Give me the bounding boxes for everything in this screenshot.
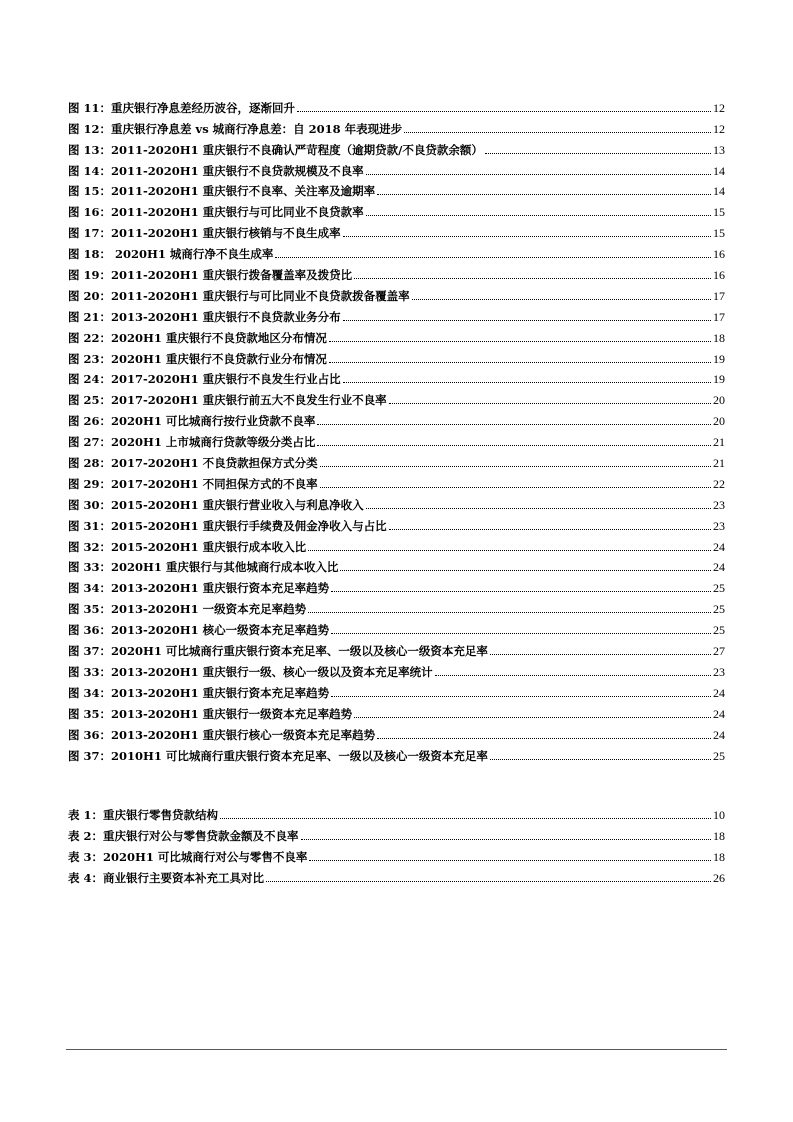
table-page-number: 26: [713, 870, 725, 885]
figure-page-number: 13: [713, 142, 725, 157]
figure-title: 图 28：2017-2020H1 不良贷款担保方式分类: [68, 456, 318, 471]
figure-page-number: 15: [713, 226, 725, 241]
figure-entry[interactable]: [68, 303, 725, 324]
dot-leader: [340, 569, 711, 571]
table-title: 表 2：重庆银行对公与零售贷款金额及不良率: [68, 828, 299, 843]
figure-title: 图 37：2020H1 可比城商行重庆银行资本充足率、一级以及核心一级资本充足率: [68, 644, 488, 659]
figure-title: 图 35：2013-2020H1 重庆银行一级资本充足率趋势: [68, 706, 353, 721]
figure-entry[interactable]: [68, 491, 725, 512]
figure-page-number: 17: [713, 288, 725, 303]
footer-divider: [66, 1049, 727, 1050]
dot-leader: [320, 465, 711, 467]
figure-entry[interactable]: [68, 428, 725, 449]
figure-entry[interactable]: [68, 136, 725, 157]
table-list: [68, 801, 725, 885]
figure-title: 图 34：2013-2020H1 重庆银行资本充足率趋势: [68, 581, 330, 596]
figure-title: 图 16：2011-2020H1 重庆银行与可比同业不良贷款率: [68, 205, 364, 220]
figure-title: 图 30：2015-2020H1 重庆银行营业收入与利息净收入: [68, 497, 364, 512]
dot-leader: [317, 444, 711, 446]
figure-title: 图 36：2013-2020H1 核心一级资本充足率趋势: [68, 623, 330, 638]
figure-page-number: 25: [713, 623, 725, 638]
dot-leader: [366, 173, 711, 175]
figure-page-number: 24: [713, 539, 725, 554]
figure-title: 图 29：2017-2020H1 不同担保方式的不良率: [68, 476, 318, 491]
figure-entry[interactable]: [68, 219, 725, 240]
figure-title: 图 32：2015-2020H1 重庆银行成本收入比: [68, 539, 307, 554]
dot-leader: [490, 653, 711, 655]
figure-page-number: 19: [713, 372, 725, 387]
figure-entry[interactable]: [68, 742, 725, 763]
table-page-number: 10: [713, 807, 725, 822]
figure-page-number: 23: [713, 497, 725, 512]
figure-page-number: 27: [713, 644, 725, 659]
figure-entry[interactable]: [68, 115, 725, 136]
figure-entry[interactable]: [68, 178, 725, 199]
figure-entry[interactable]: [68, 282, 725, 303]
figure-title: 图 24：2017-2020H1 重庆银行不良发生行业占比: [68, 372, 341, 387]
dot-leader: [331, 695, 711, 697]
figure-title: 图 27：2020H1 上市城商行贷款等级分类占比: [68, 435, 316, 450]
dot-leader: [343, 235, 711, 237]
figure-title: 图 11：重庆银行净息差经历波谷，逐渐回升: [68, 100, 296, 115]
figure-entry[interactable]: [68, 240, 725, 261]
figure-page-number: 23: [713, 664, 725, 679]
figure-page-number: 15: [713, 205, 725, 220]
figure-page-number: 25: [713, 581, 725, 596]
table-page-number: 18: [713, 849, 725, 864]
figure-title: 图 19：2011-2020H1 重庆银行拨备覆盖率及拨贷比: [68, 268, 353, 283]
table-page-number: 18: [713, 828, 725, 843]
figure-title: 图 21：2013-2020H1 重庆银行不良贷款业务分布: [68, 309, 341, 324]
figure-title: 图 33：2013-2020H1 重庆银行一级、核心一级以及资本充足率统计: [68, 664, 433, 679]
figure-title: 图 15：2011-2020H1 重庆银行不良率、关注率及逾期率: [68, 184, 376, 199]
figure-page-number: 16: [713, 247, 725, 262]
figure-title: 图 22：2020H1 重庆银行不良贷款地区分布情况: [68, 330, 327, 345]
dot-leader: [366, 507, 711, 509]
dot-leader: [320, 486, 711, 488]
figure-page-number: 23: [713, 518, 725, 533]
figure-page-number: 17: [713, 309, 725, 324]
figure-entry[interactable]: [68, 345, 725, 366]
figure-entry[interactable]: [68, 512, 725, 533]
table-title: 表 3：2020H1 可比城商行对公与零售不良率: [68, 849, 308, 864]
figure-title: 图 17：2011-2020H1 重庆银行核销与不良生成率: [68, 226, 341, 241]
figure-entry[interactable]: [68, 157, 725, 178]
figure-entry[interactable]: [68, 261, 725, 282]
dot-leader: [329, 361, 711, 363]
figure-page-number: 24: [713, 685, 725, 700]
figure-page-number: 21: [713, 435, 725, 450]
figure-entry[interactable]: [68, 94, 725, 115]
figure-title: 图 20：2011-2020H1 重庆银行与可比同业不良贷款拨备覆盖率: [68, 288, 410, 303]
figure-page-number: 24: [713, 706, 725, 721]
table-title: 表 4：商业银行主要资本补充工具对比: [68, 870, 265, 885]
figure-entry[interactable]: [68, 595, 725, 616]
figure-page-number: 16: [713, 268, 725, 283]
dot-leader: [377, 737, 711, 739]
figure-title: 图 23：2020H1 重庆银行不良贷款行业分布情况: [68, 351, 327, 366]
figure-page-number: 22: [713, 476, 725, 491]
dot-leader: [343, 381, 711, 383]
dot-leader: [308, 549, 711, 551]
figure-page-number: 25: [713, 602, 725, 617]
dot-leader: [435, 674, 711, 676]
figure-entry[interactable]: [68, 407, 725, 428]
figure-title: 图 14：2011-2020H1 重庆银行不良贷款规模及不良率: [68, 163, 364, 178]
dot-leader: [366, 214, 711, 216]
dot-leader: [301, 838, 711, 840]
figure-entry[interactable]: [68, 470, 725, 491]
figure-page-number: 25: [713, 748, 725, 763]
dot-leader: [317, 423, 711, 425]
table-entry[interactable]: [68, 843, 725, 864]
dot-leader: [331, 632, 711, 634]
figure-title: 图 37：2010H1 可比城商行重庆银行资本充足率、一级以及核心一级资本充足率: [68, 748, 488, 763]
figure-entry[interactable]: [68, 198, 725, 219]
figure-title: 图 18： 2020H1 城商行净不良生成率: [68, 247, 274, 262]
figure-title: 图 13：2011-2020H1 重庆银行不良确认严苛程度（逾期贷款/不良贷款余额）: [68, 142, 483, 157]
figure-entry[interactable]: [68, 700, 725, 721]
figure-page-number: 19: [713, 351, 725, 366]
dot-leader: [485, 152, 711, 154]
dot-leader: [354, 716, 711, 718]
figure-page-number: 20: [713, 393, 725, 408]
figure-title: 图 34：2013-2020H1 重庆银行资本充足率趋势: [68, 685, 330, 700]
dot-leader: [389, 402, 711, 404]
figure-title: 图 36：2013-2020H1 重庆银行核心一级资本充足率趋势: [68, 727, 376, 742]
figure-entry[interactable]: [68, 449, 725, 470]
figure-page-number: 24: [713, 560, 725, 575]
figure-entry[interactable]: [68, 554, 725, 575]
figure-entry[interactable]: [68, 637, 725, 658]
dot-leader: [389, 528, 711, 530]
dot-leader: [275, 256, 711, 258]
table-entry[interactable]: [68, 864, 725, 885]
table-title: 表 1：重庆银行零售贷款结构: [68, 807, 219, 822]
dot-leader: [343, 319, 711, 321]
dot-leader: [377, 193, 711, 195]
dot-leader: [331, 590, 711, 592]
figure-list: [68, 94, 725, 763]
figure-entry[interactable]: [68, 679, 725, 700]
figure-entry[interactable]: [68, 386, 725, 407]
figure-page-number: 12: [713, 100, 725, 115]
dot-leader: [309, 859, 711, 861]
dot-leader: [266, 880, 711, 882]
dot-leader: [404, 131, 711, 133]
figure-title: 图 31：2015-2020H1 重庆银行手续费及佣金净收入与占比: [68, 518, 387, 533]
figure-page-number: 14: [713, 163, 725, 178]
figure-page-number: 24: [713, 727, 725, 742]
dot-leader: [354, 277, 711, 279]
figure-entry[interactable]: [68, 574, 725, 595]
figure-entry[interactable]: [68, 616, 725, 637]
figure-entry[interactable]: [68, 366, 725, 387]
figure-entry[interactable]: [68, 533, 725, 554]
table-entry[interactable]: [68, 801, 725, 822]
dot-leader: [412, 298, 711, 300]
figure-page-number: 12: [713, 121, 725, 136]
figure-title: 图 33：2020H1 重庆银行与其他城商行成本收入比: [68, 560, 339, 575]
figure-page-number: 20: [713, 414, 725, 429]
dot-leader: [297, 110, 711, 112]
figure-title: 图 12：重庆银行净息差 vs 城商行净息差：自 2018 年表现进步: [68, 121, 403, 136]
table-entry[interactable]: [68, 822, 725, 843]
figure-entry[interactable]: [68, 658, 725, 679]
dot-leader: [329, 340, 711, 342]
figure-title: 图 25：2017-2020H1 重庆银行前五大不良发生行业不良率: [68, 393, 387, 408]
figure-entry[interactable]: [68, 721, 725, 742]
figure-entry[interactable]: [68, 324, 725, 345]
dot-leader: [308, 611, 711, 613]
figure-page-number: 14: [713, 184, 725, 199]
figure-title: 图 35：2013-2020H1 一级资本充足率趋势: [68, 602, 307, 617]
figure-title: 图 26：2020H1 可比城商行按行业贷款不良率: [68, 414, 316, 429]
figure-page-number: 21: [713, 456, 725, 471]
dot-leader: [220, 817, 711, 819]
figure-page-number: 18: [713, 330, 725, 345]
dot-leader: [490, 758, 711, 760]
